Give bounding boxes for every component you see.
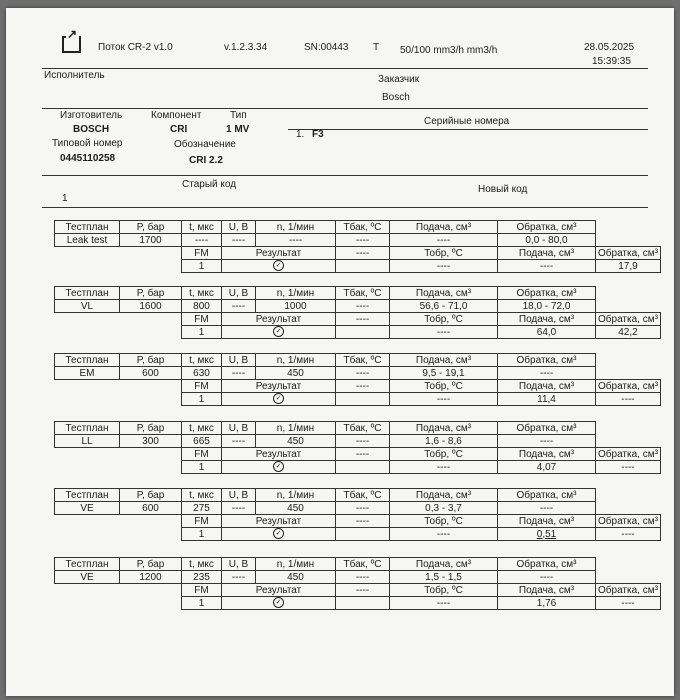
test-pressure: 1600 — [120, 300, 182, 313]
col-t: t, мкс — [182, 558, 222, 571]
test-tbak: ---- — [336, 300, 390, 313]
check-icon: ✓ — [273, 528, 284, 539]
result-cell — [222, 597, 336, 610]
col-pressure: P, бар — [120, 422, 182, 435]
manufacturer-label: Изготовитель — [60, 110, 123, 121]
test-return-value: ---- — [596, 461, 661, 474]
col-return: Обратка, см³ — [498, 558, 596, 571]
spacer — [55, 260, 182, 273]
spacer — [55, 597, 182, 610]
col-u: U, B — [222, 221, 256, 234]
spacer — [55, 528, 182, 541]
test-table — [54, 286, 661, 339]
test-pressure: 1200 — [120, 571, 182, 584]
test-result-extra: ---- — [336, 584, 390, 597]
test-feed-range: 1,6 - 8,6 — [390, 435, 498, 448]
test-n: 450 — [256, 571, 336, 584]
test-tobr: ---- — [390, 260, 498, 273]
type-value: 1 MV — [226, 124, 250, 135]
col-fm: FM — [182, 584, 222, 597]
old-code-value: 1 — [62, 193, 68, 204]
serials-label: Серийные номера — [424, 116, 510, 127]
old-code-label: Старый код — [182, 179, 237, 190]
divider — [42, 175, 648, 176]
serial-item-value: F3 — [312, 129, 324, 140]
result-cell — [222, 260, 336, 273]
test-result-extra: ---- — [336, 448, 390, 461]
col-tbak: Тбак, ºC — [336, 354, 390, 367]
col-n: n, 1/мин — [256, 287, 336, 300]
test-result-extra: ---- — [336, 247, 390, 260]
type-number-label: Типовой номер — [52, 138, 123, 149]
blank-cell — [336, 393, 390, 406]
test-u: ---- — [222, 300, 256, 313]
divider — [42, 207, 648, 208]
customer-value: Bosch — [382, 92, 410, 103]
check-icon: ✓ — [273, 260, 284, 271]
test-n: ---- — [256, 234, 336, 247]
test-name: Leak test — [55, 234, 120, 247]
test-table — [54, 421, 661, 474]
test-n: 1000 — [256, 300, 336, 313]
col-testplan: Тестплан — [55, 489, 120, 502]
col-feed: Подача, см³ — [498, 380, 596, 393]
result-cell — [222, 326, 336, 339]
test-u: ---- — [222, 571, 256, 584]
test-n: 450 — [256, 502, 336, 515]
col-return: Обратка, см³ — [596, 448, 661, 461]
col-feed: Подача, см³ — [390, 221, 498, 234]
test-name: VL — [55, 300, 120, 313]
test-return-range: 0,0 - 80,0 — [498, 234, 596, 247]
check-icon: ✓ — [273, 393, 284, 404]
app-logo-icon — [62, 36, 81, 53]
test-fm: 1 — [182, 260, 222, 273]
test-u: ---- — [222, 234, 256, 247]
test-feed-value: ---- — [498, 260, 596, 273]
col-tbak: Тбак, ºC — [336, 489, 390, 502]
col-tobr: Тобр, ºC — [390, 247, 498, 260]
new-code-label: Новый код — [478, 184, 528, 195]
col-return: Обратка, см³ — [596, 247, 661, 260]
test-table — [54, 220, 661, 273]
result-cell — [222, 528, 336, 541]
test-feed-range: 9,5 - 19,1 — [390, 367, 498, 380]
col-result: Результат — [222, 584, 336, 597]
test-feed-range: ---- — [390, 234, 498, 247]
col-t: t, мкс — [182, 221, 222, 234]
test-tbak: ---- — [336, 367, 390, 380]
test-feed-value: 1,76 — [498, 597, 596, 610]
col-feed: Подача, см³ — [390, 558, 498, 571]
executor-label: Исполнитель — [44, 70, 105, 81]
blank-cell — [336, 461, 390, 474]
col-return: Обратка, см³ — [498, 354, 596, 367]
type-label: Тип — [230, 110, 247, 121]
spacer — [55, 448, 182, 461]
blank-cell — [336, 326, 390, 339]
test-table — [54, 353, 661, 406]
col-return: Обратка, см³ — [596, 584, 661, 597]
col-return: Обратка, см³ — [498, 287, 596, 300]
col-return: Обратка, см³ — [498, 489, 596, 502]
test-feed-range: 56,6 - 71,0 — [390, 300, 498, 313]
col-tbak: Тбак, ºC — [336, 287, 390, 300]
col-n: n, 1/мин — [256, 354, 336, 367]
test-t: 630 — [182, 367, 222, 380]
test-tobr: ---- — [390, 528, 498, 541]
test-return-value: 42,2 — [596, 326, 661, 339]
spacer — [55, 380, 182, 393]
col-feed: Подача, см³ — [498, 515, 596, 528]
test-table — [54, 488, 661, 541]
serial-item-number: 1. — [296, 129, 305, 140]
test-tbak: ---- — [336, 234, 390, 247]
test-fm: 1 — [182, 393, 222, 406]
col-t: t, мкс — [182, 354, 222, 367]
spacer — [55, 313, 182, 326]
col-result: Результат — [222, 515, 336, 528]
col-tobr: Тобр, ºC — [390, 313, 498, 326]
test-feed-value: 11,4 — [498, 393, 596, 406]
version: v.1.2.3.34 — [224, 42, 268, 53]
blank-cell — [336, 528, 390, 541]
manufacturer-value: BOSCH — [73, 124, 110, 135]
report-date: 28.05.2025 — [584, 42, 635, 53]
col-pressure: P, бар — [120, 354, 182, 367]
col-pressure: P, бар — [120, 221, 182, 234]
col-fm: FM — [182, 380, 222, 393]
test-pressure: 600 — [120, 502, 182, 515]
col-u: U, B — [222, 287, 256, 300]
col-tobr: Тобр, ºC — [390, 584, 498, 597]
test-pressure: 600 — [120, 367, 182, 380]
test-return-range: ---- — [498, 502, 596, 515]
test-tobr: ---- — [390, 326, 498, 339]
col-return: Обратка, см³ — [498, 422, 596, 435]
blank-cell — [336, 260, 390, 273]
test-name: LL — [55, 435, 120, 448]
test-n: 450 — [256, 435, 336, 448]
col-feed: Подача, см³ — [390, 354, 498, 367]
col-testplan: Тестплан — [55, 422, 120, 435]
check-icon: ✓ — [273, 461, 284, 472]
col-n: n, 1/мин — [256, 489, 336, 502]
test-tbak: ---- — [336, 571, 390, 584]
col-result: Результат — [222, 380, 336, 393]
col-feed: Подача, см³ — [498, 448, 596, 461]
test-name: VE — [55, 571, 120, 584]
test-return-value: ---- — [596, 528, 661, 541]
test-return-value: ---- — [596, 393, 661, 406]
type-number-value: 0445110258 — [60, 153, 116, 164]
test-return-range: ---- — [498, 571, 596, 584]
test-pressure: 300 — [120, 435, 182, 448]
spacer — [55, 247, 182, 260]
col-testplan: Тестплан — [55, 354, 120, 367]
result-cell — [222, 461, 336, 474]
test-feed-value: 0,51 — [498, 528, 596, 541]
col-fm: FM — [182, 448, 222, 461]
test-return-range: ---- — [498, 367, 596, 380]
col-t: t, мкс — [182, 489, 222, 502]
col-fm: FM — [182, 313, 222, 326]
spacer — [55, 393, 182, 406]
col-result: Результат — [222, 313, 336, 326]
blank-cell — [336, 597, 390, 610]
col-fm: FM — [182, 515, 222, 528]
test-name: EM — [55, 367, 120, 380]
test-tobr: ---- — [390, 597, 498, 610]
test-feed-value: 4,07 — [498, 461, 596, 474]
col-feed: Подача, см³ — [498, 584, 596, 597]
test-fm: 1 — [182, 597, 222, 610]
test-t: 275 — [182, 502, 222, 515]
test-result-extra: ---- — [336, 380, 390, 393]
test-result-extra: ---- — [336, 313, 390, 326]
test-tobr: ---- — [390, 461, 498, 474]
app-title: Поток CR-2 v1.0 — [98, 42, 173, 53]
col-tobr: Тобр, ºC — [390, 380, 498, 393]
col-fm: FM — [182, 247, 222, 260]
test-n: 450 — [256, 367, 336, 380]
test-u: ---- — [222, 367, 256, 380]
report-time: 15:39:35 — [592, 56, 631, 67]
col-feed: Подача, см³ — [390, 287, 498, 300]
component-label: Компонент — [151, 110, 202, 121]
col-n: n, 1/мин — [256, 221, 336, 234]
customer-label: Заказчик — [378, 74, 420, 85]
col-testplan: Тестплан — [55, 287, 120, 300]
flow-rate: 50/100 mm3/h mm3/h — [400, 45, 498, 56]
test-feed-range: 1,5 - 1,5 — [390, 571, 498, 584]
test-return-value: 17,9 — [596, 260, 661, 273]
test-t: 800 — [182, 300, 222, 313]
test-t: 665 — [182, 435, 222, 448]
serial-number: SN:00443 — [304, 42, 349, 53]
col-return: Обратка, см³ — [596, 380, 661, 393]
test-table — [54, 557, 661, 610]
col-u: U, B — [222, 354, 256, 367]
col-testplan: Тестплан — [55, 558, 120, 571]
test-tbak: ---- — [336, 502, 390, 515]
col-result: Результат — [222, 448, 336, 461]
divider — [288, 129, 648, 130]
col-return: Обратка, см³ — [498, 221, 596, 234]
col-u: U, B — [222, 558, 256, 571]
check-icon: ✓ — [273, 326, 284, 337]
spacer — [55, 515, 182, 528]
test-fm: 1 — [182, 528, 222, 541]
col-tbak: Тбак, ºC — [336, 422, 390, 435]
col-tbak: Тбак, ºC — [336, 221, 390, 234]
col-n: n, 1/мин — [256, 422, 336, 435]
col-pressure: P, бар — [120, 287, 182, 300]
test-pressure: 1700 — [120, 234, 182, 247]
col-feed: Подача, см³ — [498, 247, 596, 260]
col-return: Обратка, см³ — [596, 313, 661, 326]
col-pressure: P, бар — [120, 558, 182, 571]
divider — [42, 68, 648, 69]
check-icon: ✓ — [273, 597, 284, 608]
test-u: ---- — [222, 502, 256, 515]
col-tbak: Тбак, ºC — [336, 558, 390, 571]
test-return-range: ---- — [498, 435, 596, 448]
spacer — [55, 584, 182, 597]
test-fm: 1 — [182, 326, 222, 339]
designation-label: Обозначение — [174, 139, 236, 150]
test-tobr: ---- — [390, 393, 498, 406]
component-value: CRI — [170, 124, 188, 135]
col-feed: Подача, см³ — [498, 313, 596, 326]
test-feed-range: 0,3 - 3,7 — [390, 502, 498, 515]
test-fm: 1 — [182, 461, 222, 474]
test-name: VE — [55, 502, 120, 515]
test-result-extra: ---- — [336, 515, 390, 528]
designation-value: CRI 2.2 — [189, 155, 223, 166]
col-t: t, мкс — [182, 422, 222, 435]
divider — [42, 108, 648, 109]
test-u: ---- — [222, 435, 256, 448]
test-return-range: 18,0 - 72,0 — [498, 300, 596, 313]
test-feed-value: 64,0 — [498, 326, 596, 339]
col-u: U, B — [222, 422, 256, 435]
col-pressure: P, бар — [120, 489, 182, 502]
spacer — [55, 461, 182, 474]
col-testplan: Тестплан — [55, 221, 120, 234]
test-t: ---- — [182, 234, 222, 247]
spacer — [55, 326, 182, 339]
report-page — [6, 8, 674, 696]
result-cell — [222, 393, 336, 406]
col-return: Обратка, см³ — [596, 515, 661, 528]
test-return-value: ---- — [596, 597, 661, 610]
col-t: t, мкс — [182, 287, 222, 300]
test-tbak: ---- — [336, 435, 390, 448]
t-label: T — [373, 42, 380, 53]
col-result: Результат — [222, 247, 336, 260]
col-tobr: Тобр, ºC — [390, 448, 498, 461]
col-n: n, 1/мин — [256, 558, 336, 571]
test-t: 235 — [182, 571, 222, 584]
col-feed: Подача, см³ — [390, 422, 498, 435]
col-feed: Подача, см³ — [390, 489, 498, 502]
col-u: U, B — [222, 489, 256, 502]
col-tobr: Тобр, ºC — [390, 515, 498, 528]
